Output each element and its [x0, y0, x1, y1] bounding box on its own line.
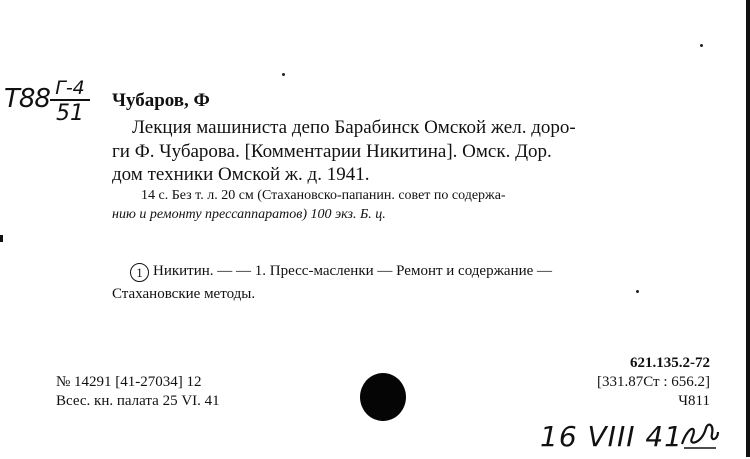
call-fraction-top: Г-4	[55, 77, 85, 99]
call-fraction-bottom: 51	[56, 101, 84, 126]
author-heading: Чубаров, Ф	[112, 90, 210, 111]
udc-code: 621.135.2-72	[630, 355, 710, 371]
title-line-2: ги Ф. Чубарова. [Комментарии Никитина]. Омск. Дор.	[112, 141, 552, 162]
card-edge-shadow	[746, 0, 750, 457]
punch-hole	[360, 373, 406, 421]
speck	[636, 290, 639, 293]
call-number: T88	[4, 84, 50, 114]
handwritten-date: 16 VIII 41	[540, 420, 683, 453]
speck	[282, 73, 285, 76]
subjects-line-1	[130, 263, 552, 282]
collation-line-1: 14 с. Без т. л. 20 см (Стахановско-папанин. совет по содержа-	[141, 188, 506, 203]
collation-line-2: нию и ремонту прессаппаратов) 100 экз. Б. ц.	[112, 207, 386, 222]
record-number: № 14291 [41-27034] 12	[56, 374, 202, 390]
handwritten-signature	[678, 418, 720, 459]
book-chamber: Всес. кн. палата 25 VI. 41	[56, 393, 220, 409]
title-line-3: дом техники Омской ж. д. 1941.	[112, 164, 370, 185]
title-line-1: Лекция машиниста депо Барабинск Омской жел. доро-	[132, 117, 576, 138]
call-number-fraction	[50, 78, 90, 126]
cutter-code: Ч811	[678, 393, 710, 409]
signature-mark	[678, 418, 720, 452]
subjects-text: Никитин. — — 1. Пресс-масленки — Ремонт и содержание —	[153, 263, 553, 279]
circled-number-marker: 1	[130, 263, 149, 282]
subjects-line-2: Стахановские методы.	[112, 286, 256, 302]
classification-code: [331.87Ст : 656.2]	[596, 374, 710, 390]
speck	[700, 44, 703, 47]
left-edge-mark	[0, 235, 3, 242]
